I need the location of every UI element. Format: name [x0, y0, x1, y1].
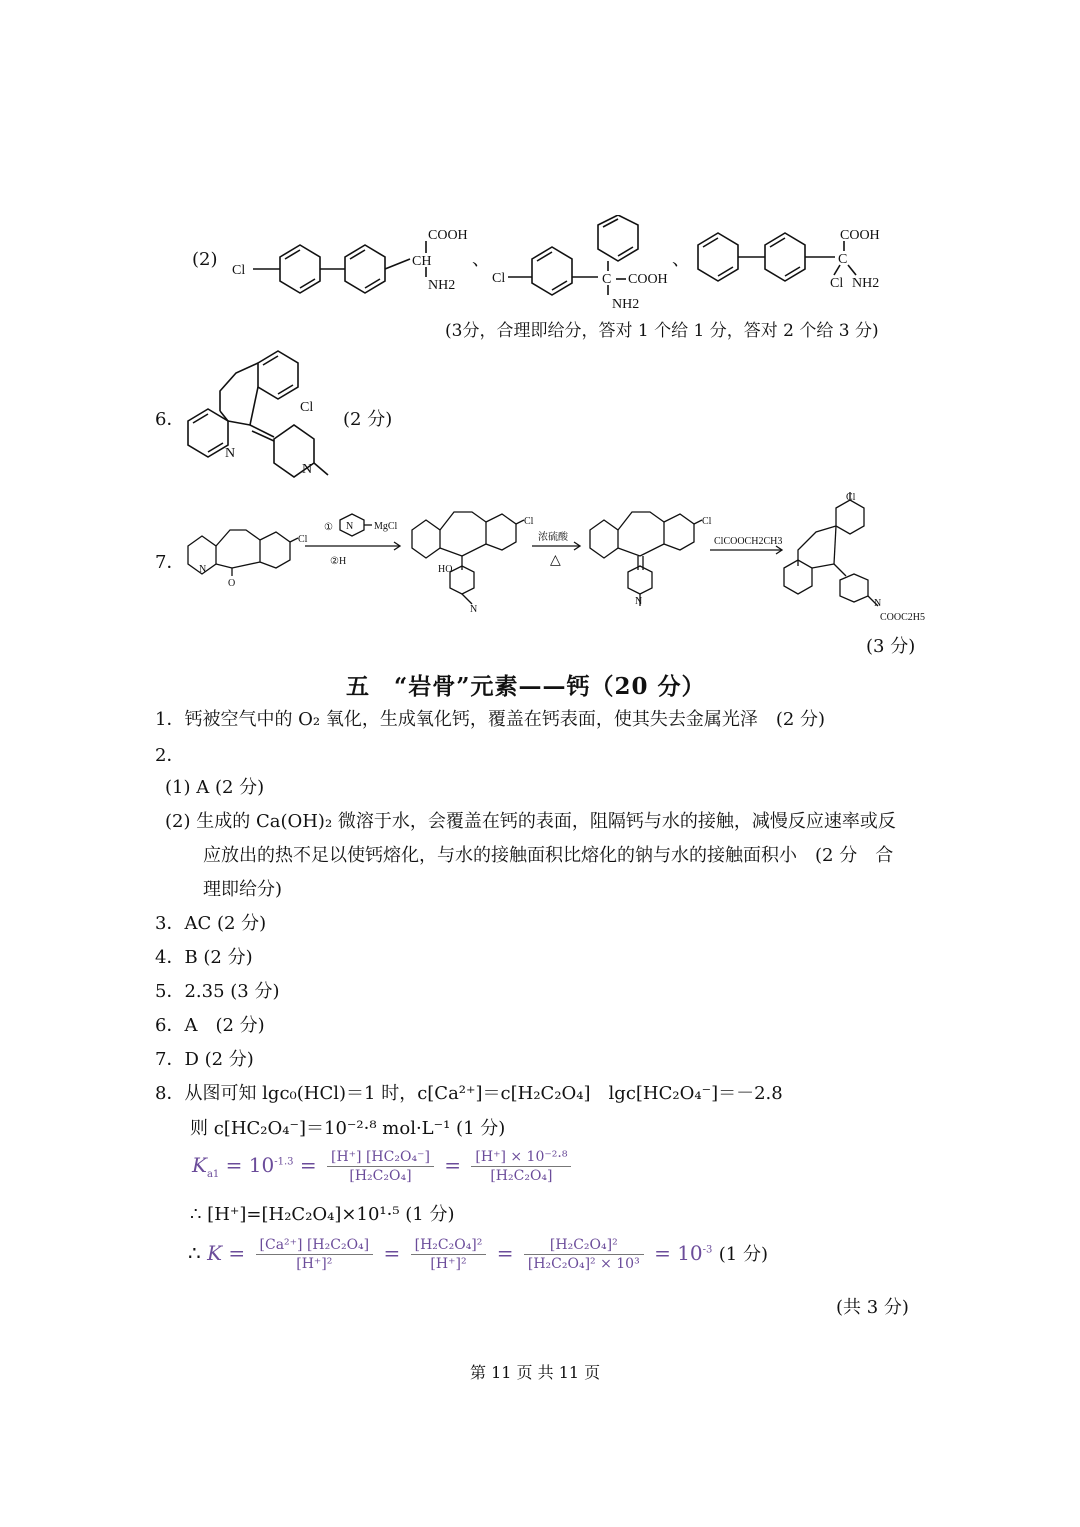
mol2-cooh: COOH — [628, 272, 668, 287]
k-fraction-3: $\frac{\text{[H₂C₂O₄]²}}{\text{[H₂C₂O₄]² × 10³}}$ — [524, 1236, 644, 1273]
q7-ho: HO — [438, 564, 453, 575]
q7-n: N — [874, 598, 882, 609]
page-footer: 第 11 页 共 11 页 — [470, 1363, 601, 1382]
q7-n: N — [635, 596, 643, 607]
q6-cl: Cl — [300, 400, 314, 415]
section-title: 五 “岩骨”元素——钙（20 分） — [346, 673, 706, 700]
q7-score: (3 分) — [866, 636, 916, 657]
mol3-cl: Cl — [830, 276, 844, 291]
answer-2: 2． — [155, 745, 185, 766]
q5-2-number: (2) — [192, 249, 218, 270]
reagent-1-mgcl: MgCl — [374, 521, 398, 532]
answer-7: 7．D (2 分) — [155, 1049, 254, 1070]
answer-2-1: (1) A (2 分) — [165, 777, 265, 798]
mol1-cl: Cl — [232, 263, 246, 278]
benzene-ring — [345, 245, 385, 293]
benzene-ring — [280, 245, 320, 293]
q6-number: 6． — [155, 409, 185, 430]
q6-structure — [178, 345, 358, 495]
reagent-3: 浓硫酸 — [538, 532, 568, 543]
ka-equation: $K_{a1} = 10^{-1.3}$ = $\frac{\text{[H⁺] [HC₂O₄⁻]}}{\text{[H₂C₂O₄]}}$ = $\frac{\text{[H⁺] × 10⁻²·⁸}}{\text{[H₂C₂O₄]}}$ — [192, 1148, 575, 1185]
mol2-cl: Cl — [492, 271, 506, 286]
reagent-5: ClCOOCH2CH3 — [714, 536, 783, 547]
benzene-ring — [698, 233, 738, 281]
q7-scheme — [180, 490, 940, 635]
answer-4: 4．B (2 分) — [155, 947, 253, 968]
q7-cl: Cl — [702, 516, 712, 527]
separator: 、 — [472, 249, 490, 269]
answer-3: 3．AC (2 分) — [155, 913, 267, 934]
ka-fraction-1: $\frac{\text{[H⁺] [HC₂O₄⁻]}}{\text{[H₂C₂O₄]}}$ — [327, 1148, 434, 1185]
answer-5: 5．2.35 (3 分) — [155, 981, 280, 1002]
k-fraction-1: $\frac{\text{[Ca²⁺] [H₂C₂O₄]}}{\text{[H⁺]²}}$ — [256, 1236, 374, 1273]
answer-2-2-cont2: 理即给分) — [203, 879, 283, 900]
reagent-2: ②H — [330, 556, 347, 567]
mol1-nh2: NH2 — [428, 278, 456, 293]
answer-8-total: (共 3 分) — [836, 1297, 909, 1318]
q7-cl: Cl — [524, 516, 534, 527]
mol1-ch: CH — [412, 254, 432, 269]
mol3-c: C — [838, 252, 848, 267]
q7-o: O — [228, 578, 236, 589]
mol2-nh2: NH2 — [612, 297, 640, 312]
q6-score: (2 分) — [343, 409, 393, 430]
answer-8-line4: ∴ [H⁺]=[H₂C₂O₄]×10¹·⁵ (1 分) — [190, 1204, 455, 1225]
answer-6: 6．A (2 分) — [155, 1015, 265, 1036]
benzene-ring — [765, 233, 805, 281]
mol1-cooh: COOH — [428, 228, 468, 243]
k-equation: ∴ K = $\frac{\text{[Ca²⁺] [H₂C₂O₄]}}{\text{[H⁺]²}}$ = $\frac{\text{[H₂C₂O₄]²}}{\text{[H⁺]²}}$ = $\frac{\text{[H₂C₂O₄]²}}{\text{[H₂C₂O₄]² × 10³}}$ = $10^{-3}$ (1 分) — [188, 1237, 768, 1272]
ka-fraction-2: $\frac{\text{[H⁺] × 10⁻²·⁸}}{\text{[H₂C₂O₄]}}$ — [471, 1148, 571, 1185]
answer-2-2-cont: 应放出的热不足以使钙熔化，与水的接触面积比熔化的钠与水的接触面积小 (2 分 合 — [203, 845, 894, 866]
separator: 、 — [672, 249, 690, 269]
reagent-4: △ — [550, 553, 561, 568]
q5-2-structures — [220, 215, 1000, 320]
answer-1: 1．钙被空气中的 O₂ 氧化，生成氧化钙，覆盖在钙表面，使其失去金属光泽 (2 分) — [155, 709, 826, 730]
benzene-ring — [532, 247, 572, 295]
q6-n: N — [302, 462, 313, 477]
q7-cl: Cl — [298, 534, 308, 545]
mol2-c: C — [602, 272, 612, 287]
q7-cooc2h5: COOC2H5 — [880, 612, 926, 623]
k-fraction-2: $\frac{\text{[H₂C₂O₄]²}}{\text{[H⁺]²}}$ — [411, 1236, 487, 1273]
q5-2-score: (3分，合理即给分，答对 1 个给 1 分，答对 2 个给 3 分) — [445, 321, 879, 341]
q7-cl: Cl — [846, 492, 856, 503]
q7-number: 7． — [155, 552, 185, 573]
mol3-cooh: COOH — [840, 228, 880, 243]
q7-n: N — [199, 564, 207, 575]
reagent-1-n: N — [346, 521, 354, 532]
reagent-1: ① — [324, 522, 333, 533]
q6-n: N — [225, 446, 236, 461]
q7-n: N — [470, 604, 478, 615]
answer-8-line1: 8．从图可知 lgc₀(HCl)＝1 时，c[Ca²⁺]＝c[H₂C₂O₄] lgc[HC₂O₄⁻]＝－2.8 — [155, 1083, 783, 1104]
benzene-ring — [598, 215, 638, 261]
answer-2-2: (2) 生成的 Ca(OH)₂ 微溶于水，会覆盖在钙的表面，阻隔钙与水的接触，减慢反应速率或反 — [165, 811, 896, 832]
answer-8-line2: 则 c[HC₂O₄⁻]＝10⁻²·⁸ mol·L⁻¹ (1 分) — [190, 1118, 506, 1139]
mol3-nh2: NH2 — [852, 276, 880, 291]
